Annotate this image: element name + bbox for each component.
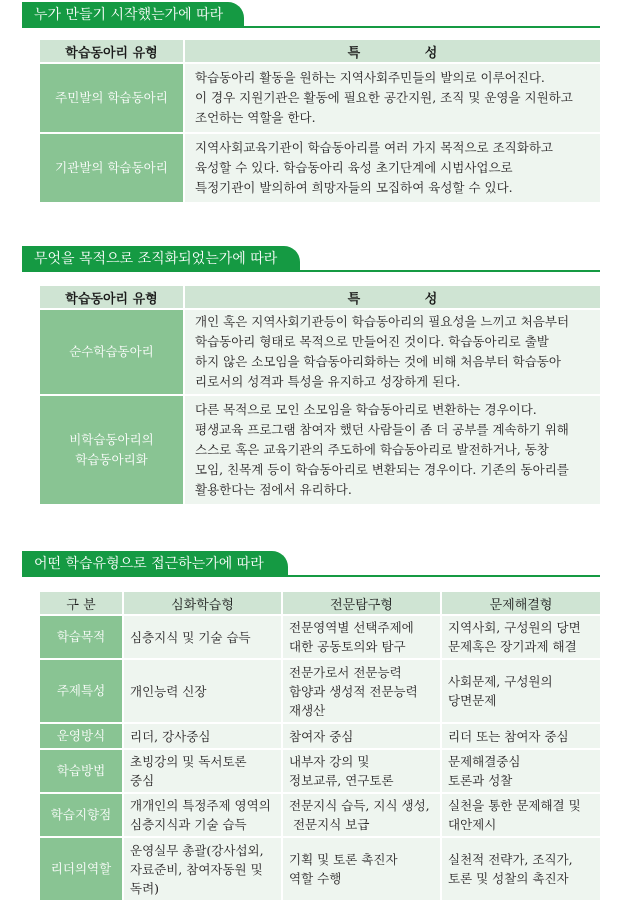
header-deep-learning: 심화학습형 — [122, 592, 281, 616]
table-cell: 내부자 강의 및 정보교류, 연구토론 — [281, 750, 440, 794]
section1-title: 누가 만들기 시작했는가에 따라 — [22, 2, 244, 28]
row-label: 주제특성 — [40, 660, 122, 724]
table-cell: 참여자 중심 — [281, 724, 440, 750]
table-cell: 사회문제, 구성원의 당면문제 — [440, 660, 600, 724]
table-cell: 운영실무 총괄(강사섭외, 자료준비, 참여자동원 및 독려) — [122, 838, 281, 902]
row-label: 학습지향점 — [40, 794, 122, 838]
header-problem-solving: 문제해결형 — [440, 592, 600, 616]
table-cell: 심층지식 및 기술 습득 — [122, 616, 281, 660]
section3-title: 어떤 학습유형으로 접근하는가에 따라 — [22, 551, 288, 577]
row-text: 개인 혹은 지역사회기관등이 학습동아리의 필요성을 느끼고 처음부터 학습동아리 형태로 목적으로 만들어진 것이다. 학습동아리로 출발 하지 않은 소모임을 학습동아리화하는 것에 비해 처음부터 학습동아 리로서의 성격과 특성을 유지하고 성장하게 된다. — [183, 310, 600, 396]
section2-rule — [22, 270, 600, 272]
header-feature: 특 성 — [183, 40, 600, 64]
table-cell: 전문지식 습득, 지식 생성, 전문지식 보급 — [281, 794, 440, 838]
section2-table — [40, 286, 600, 506]
row-text: 학습동아리 활동을 원하는 지역사회주민들의 발의로 이루어진다. 이 경우 지원기관은 활동에 필요한 공간지원, 조직 및 운영을 지원하고 조언하는 역할을 한다. — [183, 64, 600, 134]
row-label: 학습방법 — [40, 750, 122, 794]
table-cell: 전문영역별 선택주제에 대한 공동토의와 탐구 — [281, 616, 440, 660]
table-row — [40, 396, 600, 506]
table-row — [40, 616, 600, 660]
row-label: 리더의역할 — [40, 838, 122, 902]
table-cell: 기획 및 토론 촉진자 역할 수행 — [281, 838, 440, 902]
table-cell: 리더, 강사중심 — [122, 724, 281, 750]
header-category: 구 분 — [40, 592, 122, 616]
section1-table — [40, 40, 600, 204]
row-label: 순수학습동아리 — [40, 310, 183, 396]
row-label: 주민발의 학습동아리 — [40, 64, 183, 134]
row-label: 학습목적 — [40, 616, 122, 660]
header-feature: 특 성 — [183, 286, 600, 310]
table-row — [40, 750, 600, 794]
section3-rule — [22, 575, 600, 577]
row-label: 비학습동아리의 학습동아리화 — [40, 396, 183, 506]
table-cell: 초빙강의 및 독서토론 중심 — [122, 750, 281, 794]
table-row — [40, 794, 600, 838]
header-type: 학습동아리 유형 — [40, 40, 183, 64]
row-label: 운영방식 — [40, 724, 122, 750]
table-cell: 실천적 전략가, 조직가, 토론 및 성찰의 촉진자 — [440, 838, 600, 902]
section2-title: 무엇을 목적으로 조직화되었는가에 따라 — [22, 246, 300, 272]
table-cell: 지역사회, 구성원의 당면 문제혹은 장기과제 해결 — [440, 616, 600, 660]
table-cell: 리더 또는 참여자 중심 — [440, 724, 600, 750]
table-row — [40, 64, 600, 134]
table-row — [40, 134, 600, 204]
row-text: 다른 목적으로 모인 소모임을 학습동아리로 변환하는 경우이다. 평생교육 프로그램 참여자 했던 사람들이 좀 더 공부를 계속하기 위해 스스로 혹은 교육기관의 주도하에 학습동아리로 발전하거나, 동창 모임, 친목계 등이 학습동아리로 변환되는 경우이다. 기존의 동아리를 활용한다는 점에서 유리하다. — [183, 396, 600, 506]
table-cell: 개인능력 신장 — [122, 660, 281, 724]
table-row — [40, 838, 600, 902]
section3-table — [40, 592, 600, 902]
table-row — [40, 724, 600, 750]
row-label: 기관발의 학습동아리 — [40, 134, 183, 204]
header-expert-inquiry: 전문탐구형 — [281, 592, 440, 616]
table-row — [40, 660, 600, 724]
section1-rule — [22, 26, 600, 28]
table-row — [40, 310, 600, 396]
table-cell: 전문가로서 전문능력 함양과 생성적 전문능력 재생산 — [281, 660, 440, 724]
table-cell: 문제해결중심 토론과 성찰 — [440, 750, 600, 794]
table-cell: 개개인의 특정주제 영역의 심층지식과 기술 습득 — [122, 794, 281, 838]
row-text: 지역사회교육기관이 학습동아리를 여러 가지 목적으로 조직화하고 육성할 수 있다. 학습동아리 육성 초기단계에 시범사업으로 특정기관이 발의하여 희망자들의 모집하여 육성할 수 있다. — [183, 134, 600, 204]
header-type: 학습동아리 유형 — [40, 286, 183, 310]
table-cell: 실천을 통한 문제해결 및 대안제시 — [440, 794, 600, 838]
